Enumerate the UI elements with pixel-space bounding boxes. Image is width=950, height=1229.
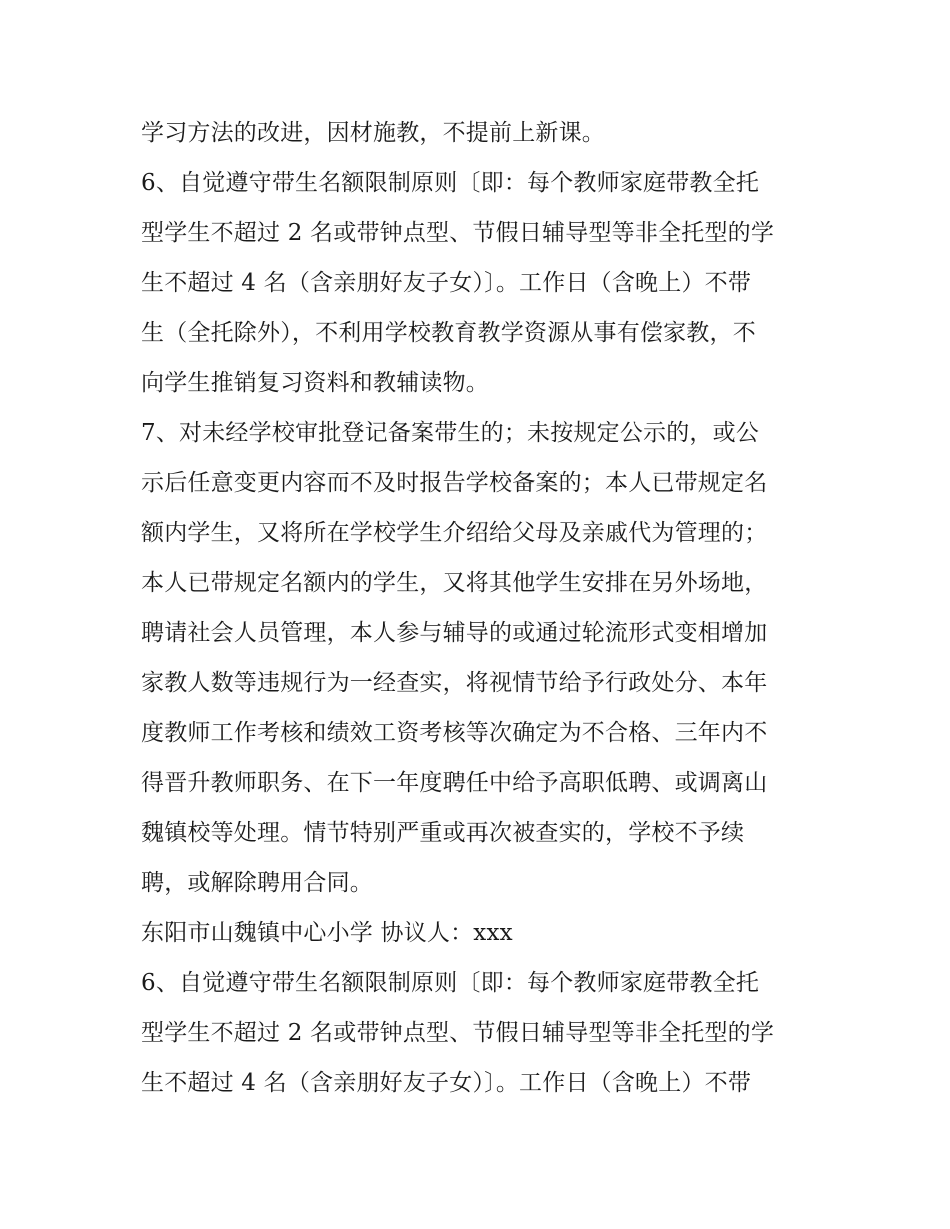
text-line: 家教人数等违规行为一经查实，将视情节给予行政处分、本年 xyxy=(141,670,768,696)
text-line: 额内学生，又将所在学校学生介绍给父母及亲戚代为管理的； xyxy=(141,520,768,546)
text-line: 生（全托除外），不利用学校教育教学资源从事有偿家教，不 xyxy=(141,320,756,346)
text-line: 6、自觉遵守带生名额限制原则〔即：每个教师家庭带教全托 xyxy=(141,170,760,196)
text-line: 聘请社会人员管理，本人参与辅导的或通过轮流形式变相增加 xyxy=(141,620,768,646)
text-line: 聘，或解除聘用合同。 xyxy=(141,870,373,896)
text-line: 生不超过 4 名（含亲朋好友子女）〕。工作日（含晚上）不带 xyxy=(141,1070,752,1096)
document-body xyxy=(141,108,813,1108)
text-line: 度教师工作考核和绩效工资考核等次确定为不合格、三年内不 xyxy=(141,720,768,746)
text-line: 本人已带规定名额内的学生，又将其他学生安排在另外场地， xyxy=(141,570,768,596)
signature-line: 东阳市山魏镇中心小学 协议人：xxx xyxy=(141,920,513,946)
text-line: 学习方法的改进，因材施教，不提前上新课。 xyxy=(141,120,605,146)
text-line: 7、对未经学校审批登记备案带生的；未按规定公示的，或公 xyxy=(141,420,760,446)
text-line: 得晋升教师职务、在下一年度聘任中给予高职低聘、或调离山 xyxy=(141,770,768,796)
text-line: 示后任意变更内容而不及时报告学校备案的；本人已带规定名 xyxy=(141,470,768,496)
text-line: 6、自觉遵守带生名额限制原则〔即：每个教师家庭带教全托 xyxy=(141,970,760,996)
text-line: 型学生不超过 2 名或带钟点型、节假日辅导型等非全托型的学 xyxy=(141,1020,775,1046)
text-line: 型学生不超过 2 名或带钟点型、节假日辅导型等非全托型的学 xyxy=(141,220,775,246)
text-line: 生不超过 4 名（含亲朋好友子女）〕。工作日（含晚上）不带 xyxy=(141,270,752,296)
text-line: 魏镇校等处理。情节特别严重或再次被查实的，学校不予续 xyxy=(141,820,745,846)
text-line: 向学生推销复习资料和教辅读物。 xyxy=(141,370,489,396)
